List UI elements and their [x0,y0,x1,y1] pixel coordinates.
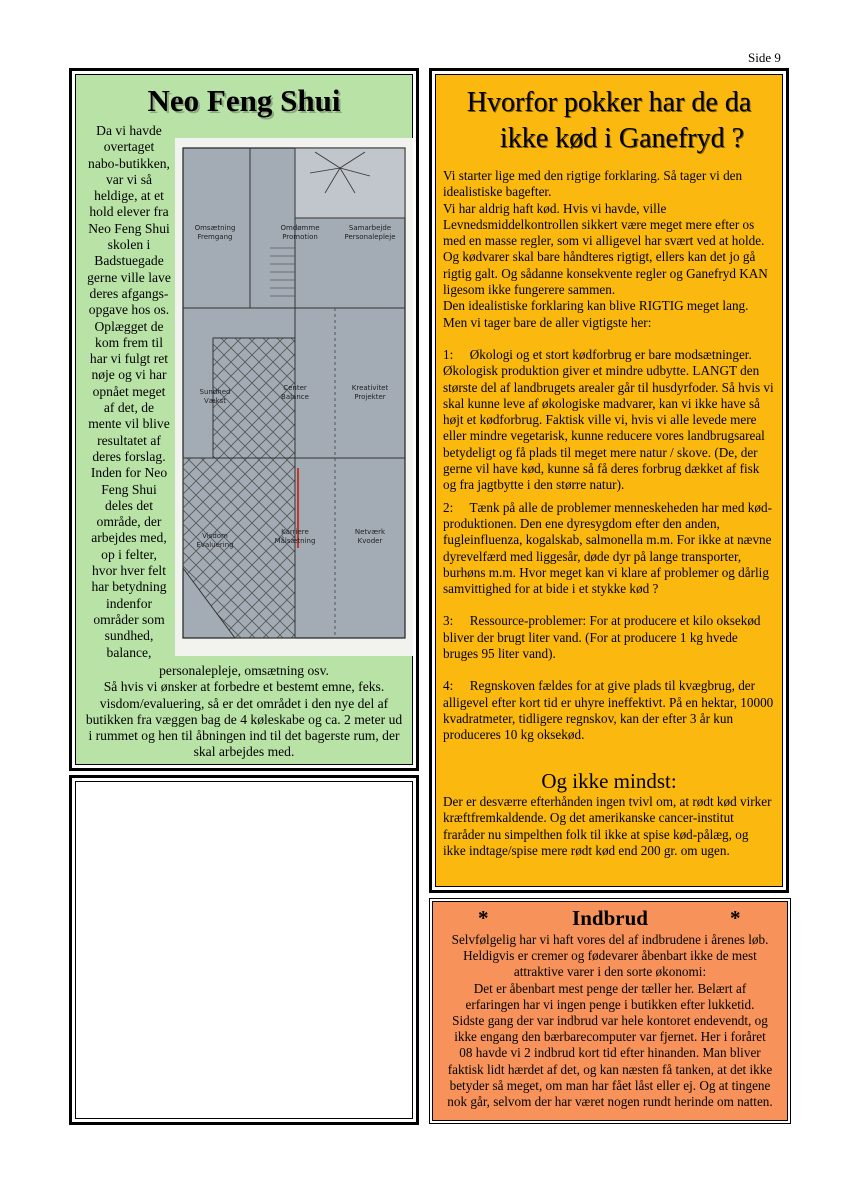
label-samarbejde: Samarbejde [348,224,392,232]
indbrud-title: Indbrud [572,906,648,930]
neo-text-line: Da vi havde [96,123,162,138]
label-omsaetning: Omsætning [194,224,236,232]
empty-frame-inner [75,781,413,1119]
neo-text-line: hold elever fra [89,204,169,220]
neo-text-line: områder som [93,611,165,627]
neo-text-line: personalepleje, omsætning osv. [159,663,329,678]
label-evaluering: Evaluering [196,541,234,549]
meat-subtitle: Og ikke mindst: [541,769,677,793]
meat-conclusion: Der er desværre efterhånden ingen tvivl om, at rødt kød virker kræftfremkaldende. Og det amerikanske cancer-institut fraråder nu simpelthen folk til ikke at spise kød-pålæg, og ikke indtage/spise mere rødt kød end 200 gr. om ugen. [443,794,772,858]
neo-text-line: nabo-butikken, [88,155,170,171]
neo-text-line: Neo Feng Shui [88,220,170,236]
indbrud-text-line: Selvfølgelig har vi haft vores del af indbrudene i årenes løb. [451,932,769,947]
neo-text-line: kom frem til [95,334,163,350]
meat-point-3: 3: Ressource-problemer: For at producere et kilo oksekød bliver der brugt liter vand. (For at producere 1 kg hvede bruges 95 liter vand). [443,613,764,662]
neo-text-line: skolen i [107,237,151,253]
indbrud-text-line: ikke engang den bærbarecomputer var fjernet. Her i foråret [454,1029,766,1045]
label-projekter: Projekter [354,393,386,401]
neo-text-line: resultatet af [97,432,161,448]
meat-title-line-1: Hvorfor pokker har de da [466,87,752,118]
neo-text-line: heldige, at et [94,188,164,204]
neo-text-line: Inden for Neo [90,465,168,481]
meat-point-4: 4: Regnskoven fældes for at give plads til kvægbrug, der alligevel efter kort tid er uhyre ineffektivt. På en hektar, 10000 kvadratmeter, tidligere regnskov, kan der efter 3 år kun produceres 10 kg oksekød. [443,678,777,743]
neo-text-line: deres forslag. [92,448,166,464]
neo-text-line: område, der [96,514,162,530]
neo-text-line: Så hvis vi ønsker at forbedre et bestemt emne, feks. [103,679,385,695]
indbrud-text-line: Sidste gang der var indbrud var hele kontoret endevendt, og [452,1013,768,1029]
neo-text-line: indenfor [105,595,153,611]
label-maalsaetning: Målsætning [274,537,316,545]
label-promotion: Promotion [282,233,318,241]
neo-text-line: hvor hver felt [92,563,166,579]
label-center: Center [283,384,307,392]
neo-text-line: i rummet og hen til åbningen ind til det bagerste rum, der [88,728,400,744]
meat-title-line-2: ikke kød i Ganefryd ? [499,123,745,154]
neo-text-line: gerne ville lave [87,269,171,285]
neo-intro-column [81,123,177,661]
indbrud-text-line: nok går, selvom der har været nogen rundt herinde om natten. [447,1094,773,1110]
indbrud-text-line: Det er åbenbart mest penge der tæller her. Belært af [473,980,747,996]
neo-text-line: Badstuegade [94,253,164,269]
label-visdom: Visdom [202,532,228,540]
neo-text-line: sundhed, [104,628,154,644]
meat-point-2: 2: Tænk på alle de problemer menneskeheden har med kød-produktionen. Den ene dyresygdom efter den anden, fugleinfluenza, kogalskab, salmonella m.m. For ikke at nævne dyrevelfærd med liggesår, døde dyr på lange transporter, burhøns m.m. Hvor meget kan vi klare af problemer og dårlig samvittighed for at bide i et stykke kød ? [443,499,775,597]
indbrud-title-row [433,906,787,932]
indbrud-article [429,898,791,1124]
star-left: * [478,906,489,930]
page-number: Side 9 [748,50,781,65]
indbrud-text-line: attraktive varer i den sorte økonomi: [513,964,707,980]
neo-text-line: var vi så [105,171,153,187]
meat-paragraph: Den idealistiske forklaring kan blive RIGTIG meget lang. Men vi tager bare de aller vigtigste her: [443,298,749,330]
meat-paragraph: Vi har aldrig haft kød. Hvis vi havde, ville Levnedsmiddelkontrollen sikkert være meget mere efter os med en masse regler, som vi alligevel har svært ved at holde. Og kødvarer skal bare håndteres rigtigt, ellers kan det jo gå rigtig galt. Og sådanne konsekvente regler og Ganefryd KAN ligesom ikke fungerere sammen. [443,200,768,298]
star-right: * [730,906,741,930]
label-sundhed: Sundhed [199,388,231,396]
label-kvoder: Kvoder [357,537,383,545]
indbrud-text-line: erfaringen har vi ingen penge i butikken efter lukketid. [465,996,755,1012]
neo-feng-shui-article [69,68,419,771]
neo-bottom-text [82,663,406,761]
neo-text-line: visdom/evaluering, så er det området i den nye del af [99,695,389,711]
neo-text-line: nøje og vi har [91,367,167,383]
neo-text-line: balance, [106,644,152,660]
neo-title: Neo Feng Shui [147,83,341,118]
neo-text-line: overtaget [103,139,155,155]
neo-text-line: opgave hos os. [88,302,170,318]
label-balance: Balance [281,393,309,401]
indbrud-text-line: 08 havde vi 2 indbrud kort tid efter hinanden. Man bliver [459,1045,761,1061]
neo-text-line: mente vil blive [88,416,170,432]
label-karriere: Karriere [281,528,309,536]
empty-frame [69,775,419,1125]
meat-title [436,85,782,157]
neo-text-line: af det, de [103,400,155,416]
neo-text-line: op i felter, [101,546,157,562]
indbrud-body [437,932,783,1110]
floor-plan-image [175,138,413,656]
neo-text-line: butikken fra væggen bag de 4 køleskabe og ca. 2 meter ud [85,711,403,727]
label-personalepleje: Personalepleje [344,233,396,241]
meat-article [429,68,789,893]
neo-text-line: opnået meget [92,383,166,399]
neo-text-line: har betydning [91,579,167,595]
label-fremgang: Fremgang [197,233,233,241]
neo-text-line: arbejdes med, [91,530,167,546]
indbrud-text-line: faktisk lidt hærdet af det, og kan næsten få tanken, at det ikke [447,1061,773,1077]
meat-body [443,168,777,744]
meat-paragraph: Vi starter lige med den rigtige forklaring. Så tager vi den idealistiske bagefter. [443,168,743,200]
meat-point-1: 1: Økologi og et stort kødforbrug er bare modsætninger. Økologisk produktion giver et mindre udbytte. LANGT den største del af landbrugets arealer går til husdyrfoder. Så hvis vi skal kunne leve af økologiske madvarer, kan vi ikke have så højt et kødforbrug. Faktisk ville vi, hvis vi alle levede mere eller mindre vegetarisk, kunne reducere vores landbrugsareal betydeligt og få plads til meget mere natur / skove. (De, der gerne vil have kød, kunne så få deres forbrug dækket af fisk og fra jagtbytte i den større natur). [443,346,777,493]
label-kreativitet: Kreativitet [351,384,389,392]
neo-text-line: Oplægget de [94,318,164,334]
label-omdoemme: Omdømme [280,224,320,232]
neo-text-line: har vi fulgt ret [89,351,169,367]
label-netvaerk: Netværk [354,528,386,536]
label-vaekst: Vækst [203,397,227,405]
neo-text-line: Feng Shui [101,481,157,497]
neo-text-line: deres afgangs- [89,285,169,301]
neo-text-line: skal arbejdes med. [193,744,295,760]
indbrud-text-line: Heldigvis er cremer og fødevarer åbenbart ikke de mest [463,948,757,964]
indbrud-text-line: betyder så meget, om man har fået låst eller ej. Og at tingene [449,1077,771,1093]
neo-text-line: deles det [105,497,153,513]
